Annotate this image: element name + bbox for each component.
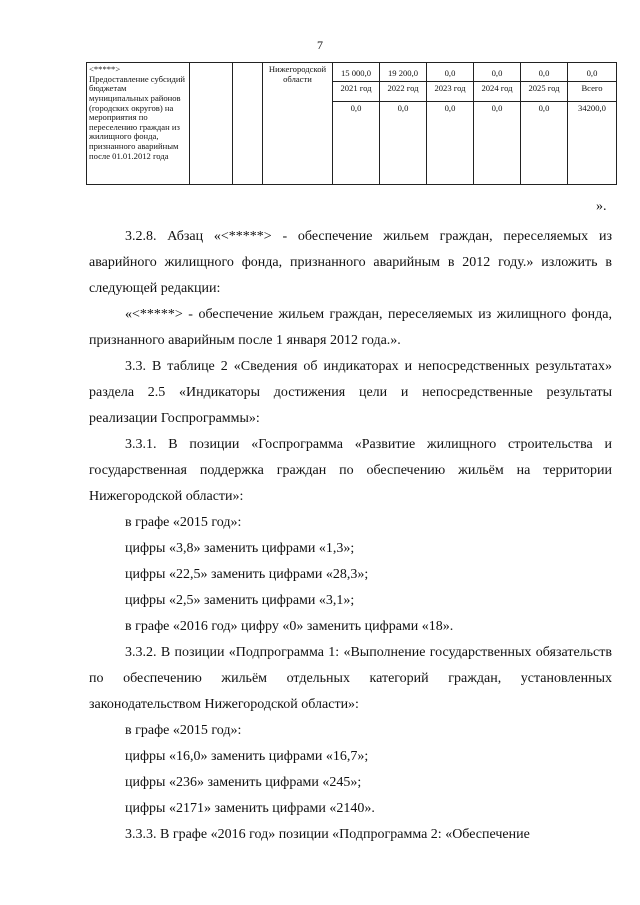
region-cell: Нижегородской области — [263, 63, 333, 185]
paragraph: в графе «2015 год»: — [125, 723, 242, 738]
page-number: 7 — [317, 38, 323, 52]
value-cell: 19 200,0 — [380, 63, 427, 82]
value-cell: 0,0 — [521, 101, 568, 184]
total-value-cell: 34200,0 — [568, 101, 617, 184]
document-body — [89, 224, 612, 848]
value-cell: 0,0 — [474, 101, 521, 184]
program-table-fragment — [86, 62, 617, 185]
paragraph: в графе «2015 год»: — [125, 515, 242, 530]
value-cell: 0,0 — [380, 101, 427, 184]
paragraph: цифры «2171» заменить цифрами «2140». — [125, 801, 375, 816]
value-cell: 0,0 — [427, 101, 474, 184]
footnote-mark: <*****> — [89, 64, 121, 74]
paragraph: 3.3.2. В позиции «Подпрограмма 1: «Выполнение государственных обязательств по обеспечению жильём отдельных категорий граждан, установленных законодательством Нижегородской области»: — [89, 645, 612, 712]
paragraph: цифры «22,5» заменить цифрами «28,3»; — [125, 567, 369, 582]
paragraph: цифры «16,0» заменить цифрами «16,7»; — [125, 749, 369, 764]
year-header-cell: 2024 год — [474, 81, 521, 101]
year-header-cell: 2022 год — [380, 81, 427, 101]
measure-description-cell — [87, 63, 190, 185]
paragraph: 3.2.8. Абзац «<*****> - обеспечение жильем граждан, переселяемых из аварийного жилищного фонда, признанного аварийным в 2012 году.» изложить в следующей редакции: — [89, 229, 612, 296]
paragraph: в графе «2016 год» цифру «0» заменить цифрами «18». — [125, 619, 454, 634]
paragraph: 3.3. В таблице 2 «Сведения об индикаторах и непосредственных результатах» раздела 2.5 «Индикаторы достижения цели и непосредственные результаты реализации Госпрограммы»: — [89, 359, 612, 426]
measure-description: Предоставление субсидий бюджетам муниципальных районов (городских округов) на мероприятия по переселению граждан из жилищного фонда, признанного аварийным после 01.01.2012 года — [89, 73, 186, 161]
empty-cell — [233, 63, 263, 185]
total-header-cell: Всего — [568, 81, 617, 101]
year-header-cell: 2023 год — [427, 81, 474, 101]
paragraph: цифры «236» заменить цифрами «245»; — [125, 775, 362, 790]
empty-cell — [190, 63, 233, 185]
paragraph: «<*****> - обеспечение жильем граждан, переселяемых из жилищного фонда, признанного аварийным после 1 января 2012 года.». — [89, 307, 612, 348]
year-header-cell: 2025 год — [521, 81, 568, 101]
value-cell: 0,0 — [427, 63, 474, 82]
value-cell: 15 000,0 — [333, 63, 380, 82]
table-row — [87, 63, 617, 82]
year-header-cell: 2021 год — [333, 81, 380, 101]
value-cell: 0,0 — [521, 63, 568, 82]
paragraph: 3.3.3. В графе «2016 год» позиции «Подпрограмма 2: «Обеспечение — [125, 827, 530, 842]
table-closing-quote: ». — [596, 199, 607, 214]
value-cell: 0,0 — [474, 63, 521, 82]
paragraph: 3.3.1. В позиции «Госпрограмма «Развитие жилищного строительства и государственная поддержка граждан по обеспечению жильём на территории Нижегородской области»: — [89, 437, 612, 504]
value-cell: 0,0 — [333, 101, 380, 184]
paragraph: цифры «2,5» заменить цифрами «3,1»; — [125, 593, 355, 608]
value-cell: 0,0 — [568, 63, 617, 82]
paragraph: цифры «3,8» заменить цифрами «1,3»; — [125, 541, 355, 556]
